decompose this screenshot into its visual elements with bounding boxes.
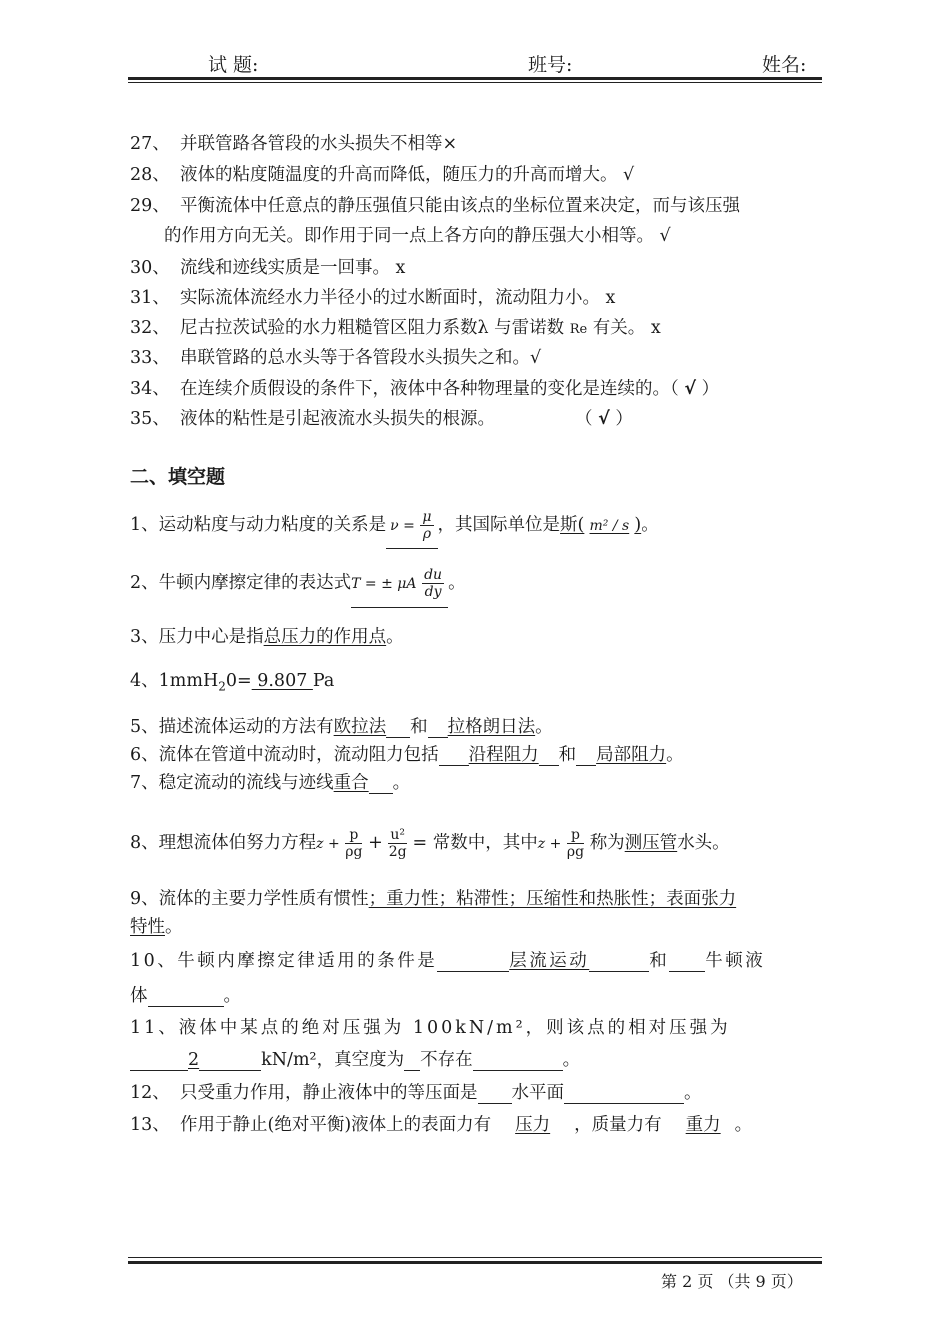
student-name-label: 姓名: [762, 54, 807, 76]
fill-item-12: 12、 只受重力作用，静止液体中的等压面是 水平面 。 [130, 1083, 702, 1103]
fill-item-9: 9、流体的主要力学性质有惯性；重力性；粘滞性；压缩性和热胀性；表面张力 [130, 889, 737, 909]
judge-item-33: 33、 串联管路的总水头等于各管段水头损失之和。√ [130, 348, 542, 368]
judge-item-34: 34、 在连续介质假设的条件下，液体中各种物理量的变化是连续的。（ √ ） [130, 379, 720, 399]
fill-item-6: 6、流体在管道中流动时，流动阻力包括 沿程阻力 和 局部阻力。 [130, 745, 684, 765]
section-title: 二、填空题 [130, 466, 226, 488]
judge-item-35: 35、 液体的粘性是引起液流水头损失的根源。 （ √ ） [130, 409, 633, 429]
judge-item-27: 27、 并联管路各管段的水头损失不相等× [130, 134, 458, 154]
judge-item-32: 32、 尼古拉茨试验的水力粗糙管区阻力系数λ 与雷诺数 Re 有关。 x [130, 318, 661, 338]
fill-item-10: 10、牛顿内摩擦定律适用的条件是 层流运动 和 牛顿液 [130, 951, 766, 971]
fill-item-11-cont: 2 kN/m²，真空度为 不存在 。 [130, 1049, 580, 1071]
fill-item-11: 11、液体中某点的绝对压强为 100kN/m²，则该点的相对压强为 [130, 1018, 731, 1038]
fill-item-13: 13、 作用于静止(绝对平衡)液体上的表面力有 压力 ，质量力有 重力 。 [130, 1115, 753, 1135]
check-mark: √ [684, 379, 697, 399]
fill-item-9-cont: 特性。 [130, 917, 183, 937]
judge-item-31: 31、 实际流体流经水力半径小的过水断面时，流动阻力小。 x [130, 288, 616, 308]
fill-item-10-cont: 体 。 [130, 986, 241, 1006]
judge-item-28: 28、 液体的粘度随温度的升高而降低，随压力的升高而增大。 √ [130, 165, 635, 185]
fill-item-5: 5、描述流体运动的方法有欧拉法 和 拉格朗日法。 [130, 717, 553, 737]
fill-item-2: 2、牛顿内摩擦定律的表达式T = ± μA $\frac{du}{dy}$ 。 [130, 566, 466, 600]
exam-title-label: 试 题: [208, 54, 259, 76]
fill-item-7: 7、稳定流动的流线与迹线重合 。 [130, 773, 411, 793]
judge-item-29: 29、 平衡流体中任意点的静压强值只能由该点的坐标位置来决定，而与该压强 [130, 196, 740, 216]
page-number: 第 2 页 （共 9 页） [661, 1272, 803, 1291]
fill-item-1: 1、运动粘度与动力粘度的关系是 ν = $\frac{\mu}{\rho}$ ，其国际单位是斯( m² / s )。 [130, 509, 659, 541]
judge-item-29-cont: 的作用方向无关。即作用于同一点上各方向的静压强大小相等。 √ [164, 226, 671, 246]
fill-item-8: 8、理想流体伯努力方程z + $\frac{p}{\rho g}$ + $\frac{\text{u²}}{2g}$ = 常数中，其中z + $\frac{p}{\rho g}$ 称为测压管水头。 [130, 827, 730, 860]
class-number-label: 班号: [528, 54, 573, 76]
header-rule-thick [128, 77, 822, 80]
fill-item-3: 3、压力中心是指总压力的作用点。 [130, 627, 404, 647]
fill-item-4: 4、1mmH$_2$0= 9.807 Pa [130, 671, 335, 694]
judge-item-30: 30、 流线和迹线实质是一回事。 x [130, 258, 406, 278]
header-rule-thin [128, 82, 822, 83]
check-mark: √ [598, 409, 610, 429]
footer-rule-thick [128, 1261, 822, 1264]
footer-rule-thin [128, 1257, 822, 1258]
